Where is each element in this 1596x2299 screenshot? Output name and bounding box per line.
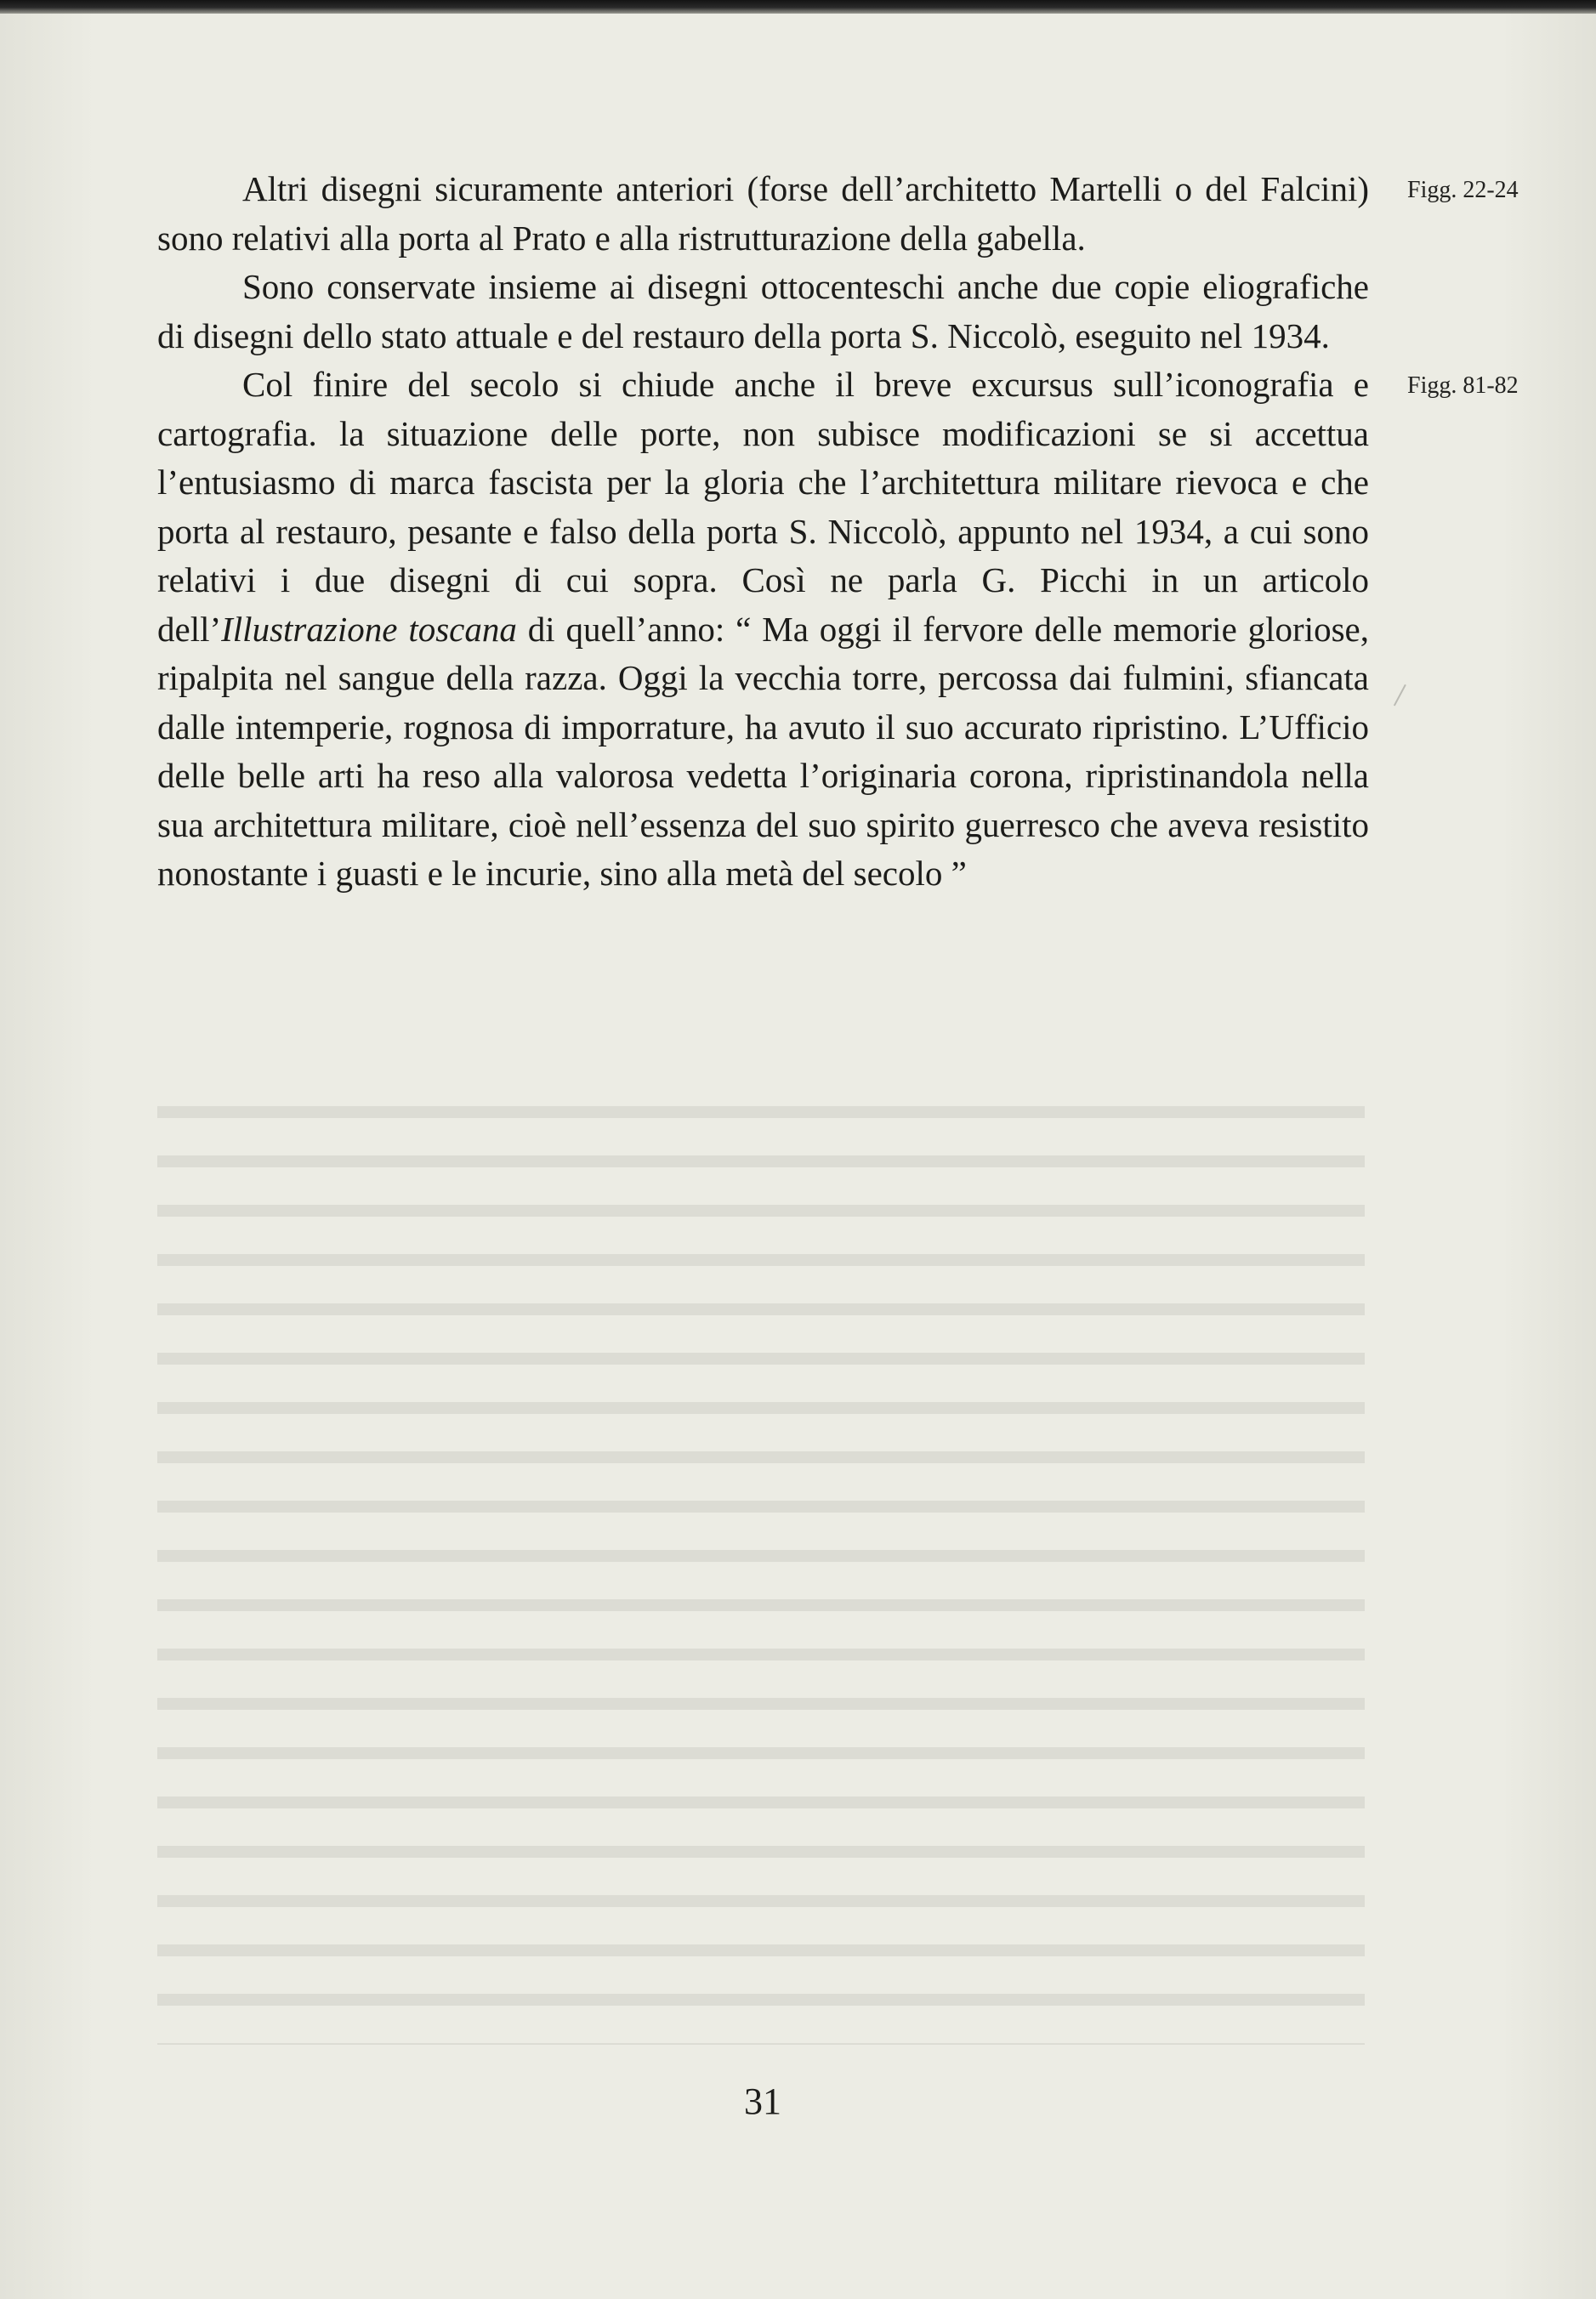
paragraph-3 bbox=[157, 360, 1369, 899]
body-text bbox=[157, 165, 1369, 899]
journal-title: Illustrazione toscana bbox=[221, 609, 517, 649]
page-number: 31 bbox=[744, 2080, 781, 2122]
margin-note-figs-81-82: Figg. 81-82 bbox=[1407, 372, 1519, 399]
pencil-mark bbox=[1394, 684, 1411, 708]
paragraph-1: Altri disegni sicuramente anteriori (forse dell’architetto Martelli o del Falcini) sono relativi alla porta al Prato e alla ristrutturazione della gabella. bbox=[157, 169, 1369, 258]
bleed-through-text bbox=[157, 1084, 1365, 2045]
scan-top-edge bbox=[0, 0, 1596, 14]
paragraph-3-quote: di quell’anno: “ Ma oggi il fervore delle memorie gloriose, ripalpita nel sangue della razza. Oggi la vecchia torre, percossa dai fulmini, sfiancata dalle intemperie, rognosa di imporrature, ha avuto il suo accurato ripristino. L’Ufficio delle belle arti ha reso alla valorosa vedetta l’originaria corona, ripristinandola nella sua architettura militare, cioè nell’essenza del suo spirito guerresco che aveva resistito nonostante i guasti e le incurie, sino alla metà del secolo ” bbox=[157, 609, 1369, 893]
paragraph-2: Sono conservate insieme ai disegni ottocenteschi anche due copie eliografiche di disegni dello stato attuale e del restauro della porta S. Niccolò, eseguito nel 1934. bbox=[157, 267, 1369, 355]
paragraph-3-text: Col finire del secolo si chiude anche il breve excursus sull’iconografia e cartografia. la situazione delle porte, non subisce modificazioni se si accettua l’entusiasmo di marca fascista per la gloria che l’architettura militare rievoca e che porta al restauro, pesante e falso della porta S. Niccolò, appunto nel 1934, a cui sono relativi i due disegni di cui sopra. Così ne parla G. Picchi in un articolo dell’ bbox=[157, 365, 1369, 649]
margin-note-figs-22-24: Figg. 22-24 bbox=[1407, 177, 1519, 203]
